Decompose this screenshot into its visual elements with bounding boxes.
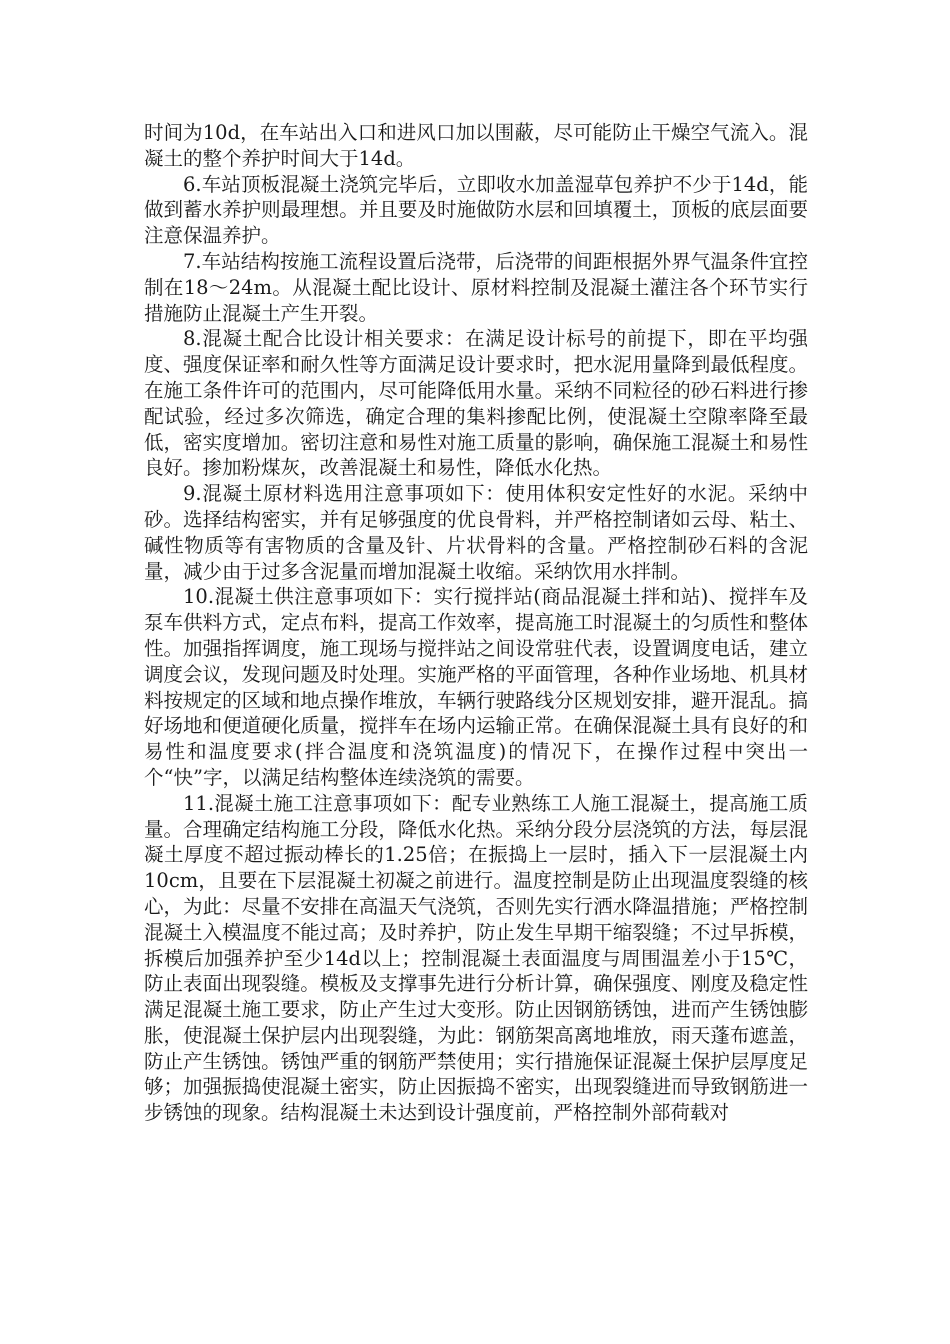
- paragraph-item-7: 7.车站结构按施工流程设置后浇带，后浇带的间距根据外界气温条件宜控制在18～24m。从混凝土配比设计、原材料控制及混凝土灌注各个环节实行措施防止混凝土产生开裂。: [144, 249, 808, 325]
- paragraph-item-10: 10.混凝土供注意事项如下：实行搅拌站(商品混凝土拌和站)、搅拌车及泵车供料方式，定点布料，提高工作效率，提高施工时混凝土的匀质性和整体性。加强指挥调度，施工现场与搅拌站之间设常驻代表，设置调度电话，建立调度会议，发现问题及时处理。实施严格的平面管理，各种作业场地、机具材料按规定的区域和地点操作堆放，车辆行驶路线分区规划安排，避开混乱。搞好场地和便道硬化质量，搅拌车在场内运输正常。在确保混凝土具有良好的和易性和温度要求(拌合温度和浇筑温度)的情况下，在操作过程中突出一个“快”字，以满足结构整体连续浇筑的需要。: [144, 585, 808, 789]
- paragraph-continuation: 时间为10d，在车站出入口和进风口加以围蔽，尽可能防止干燥空气流入。混凝土的整个养护时间大于14d。: [144, 121, 808, 170]
- paragraph-item-8: 8.混凝土配合比设计相关要求：在满足设计标号的前提下，即在平均强度、强度保证率和耐久性等方面满足设计要求时，把水泥用量降到最低程度。在施工条件许可的范围内，尽可能降低用水量。采纳不同粒径的砂石料进行掺配试验，经过多次筛选，确定合理的集料掺配比例，使混凝土空隙率降至最低，密实度增加。密切注意和易性对施工质量的影响，确保施工混凝土和易性良好。掺加粉煤灰，改善混凝土和易性，降低水化热。: [144, 327, 808, 480]
- document-body: [144, 120, 808, 1126]
- paragraph-item-11: 11.混凝土施工注意事项如下：配专业熟练工人施工混凝土，提高施工质量。合理确定结构施工分段，降低水化热。采纳分段分层浇筑的方法，每层混凝土厚度不超过振动棒长的1.25倍；在振捣上一层时，插入下一层混凝土内10cm，且要在下层混凝土初凝之前进行。温度控制是防止出现温度裂缝的核心，为此：尽量不安排在高温天气浇筑，否则先实行洒水降温措施；严格控制混凝土入模温度不能过高；及时养护，防止发生早期干缩裂缝；不过早拆模，拆模后加强养护至少14d以上；控制混凝土表面温度与周围温差小于15℃，防止表面出现裂缝。模板及支撑事先进行分析计算，确保强度、刚度及稳定性满足混凝土施工要求，防止产生过大变形。防止因钢筋锈蚀，进而产生锈蚀膨胀，使混凝土保护层内出现裂缝，为此：钢筋架高离地堆放，雨天蓬布遮盖，防止产生锈蚀。锈蚀严重的钢筋严禁使用；实行措施保证混凝土保护层厚度足够；加强振捣使混凝土密实，防止因振捣不密实，出现裂缝进而导致钢筋进一步锈蚀的现象。结构混凝土未达到设计强度前，严格控制外部荷载对: [144, 791, 808, 1125]
- paragraph-item-6: 6.车站顶板混凝土浇筑完毕后，立即收水加盖湿草包养护不少于14d，能做到蓄水养护则最理想。并且要及时施做防水层和回填覆土，顶板的底层面要注意保温养护。: [144, 172, 808, 248]
- paragraph-item-9: 9.混凝土原材料选用注意事项如下：使用体积安定性好的水泥。采纳中砂。选择结构密实，并有足够强度的优良骨料，并严格控制诸如云母、粘土、碱性物质等有害物质的含量及针、片状骨料的含量。严格控制砂石料的含泥量，减少由于过多含泥量而增加混凝土收缩。采纳饮用水拌制。: [144, 482, 808, 583]
